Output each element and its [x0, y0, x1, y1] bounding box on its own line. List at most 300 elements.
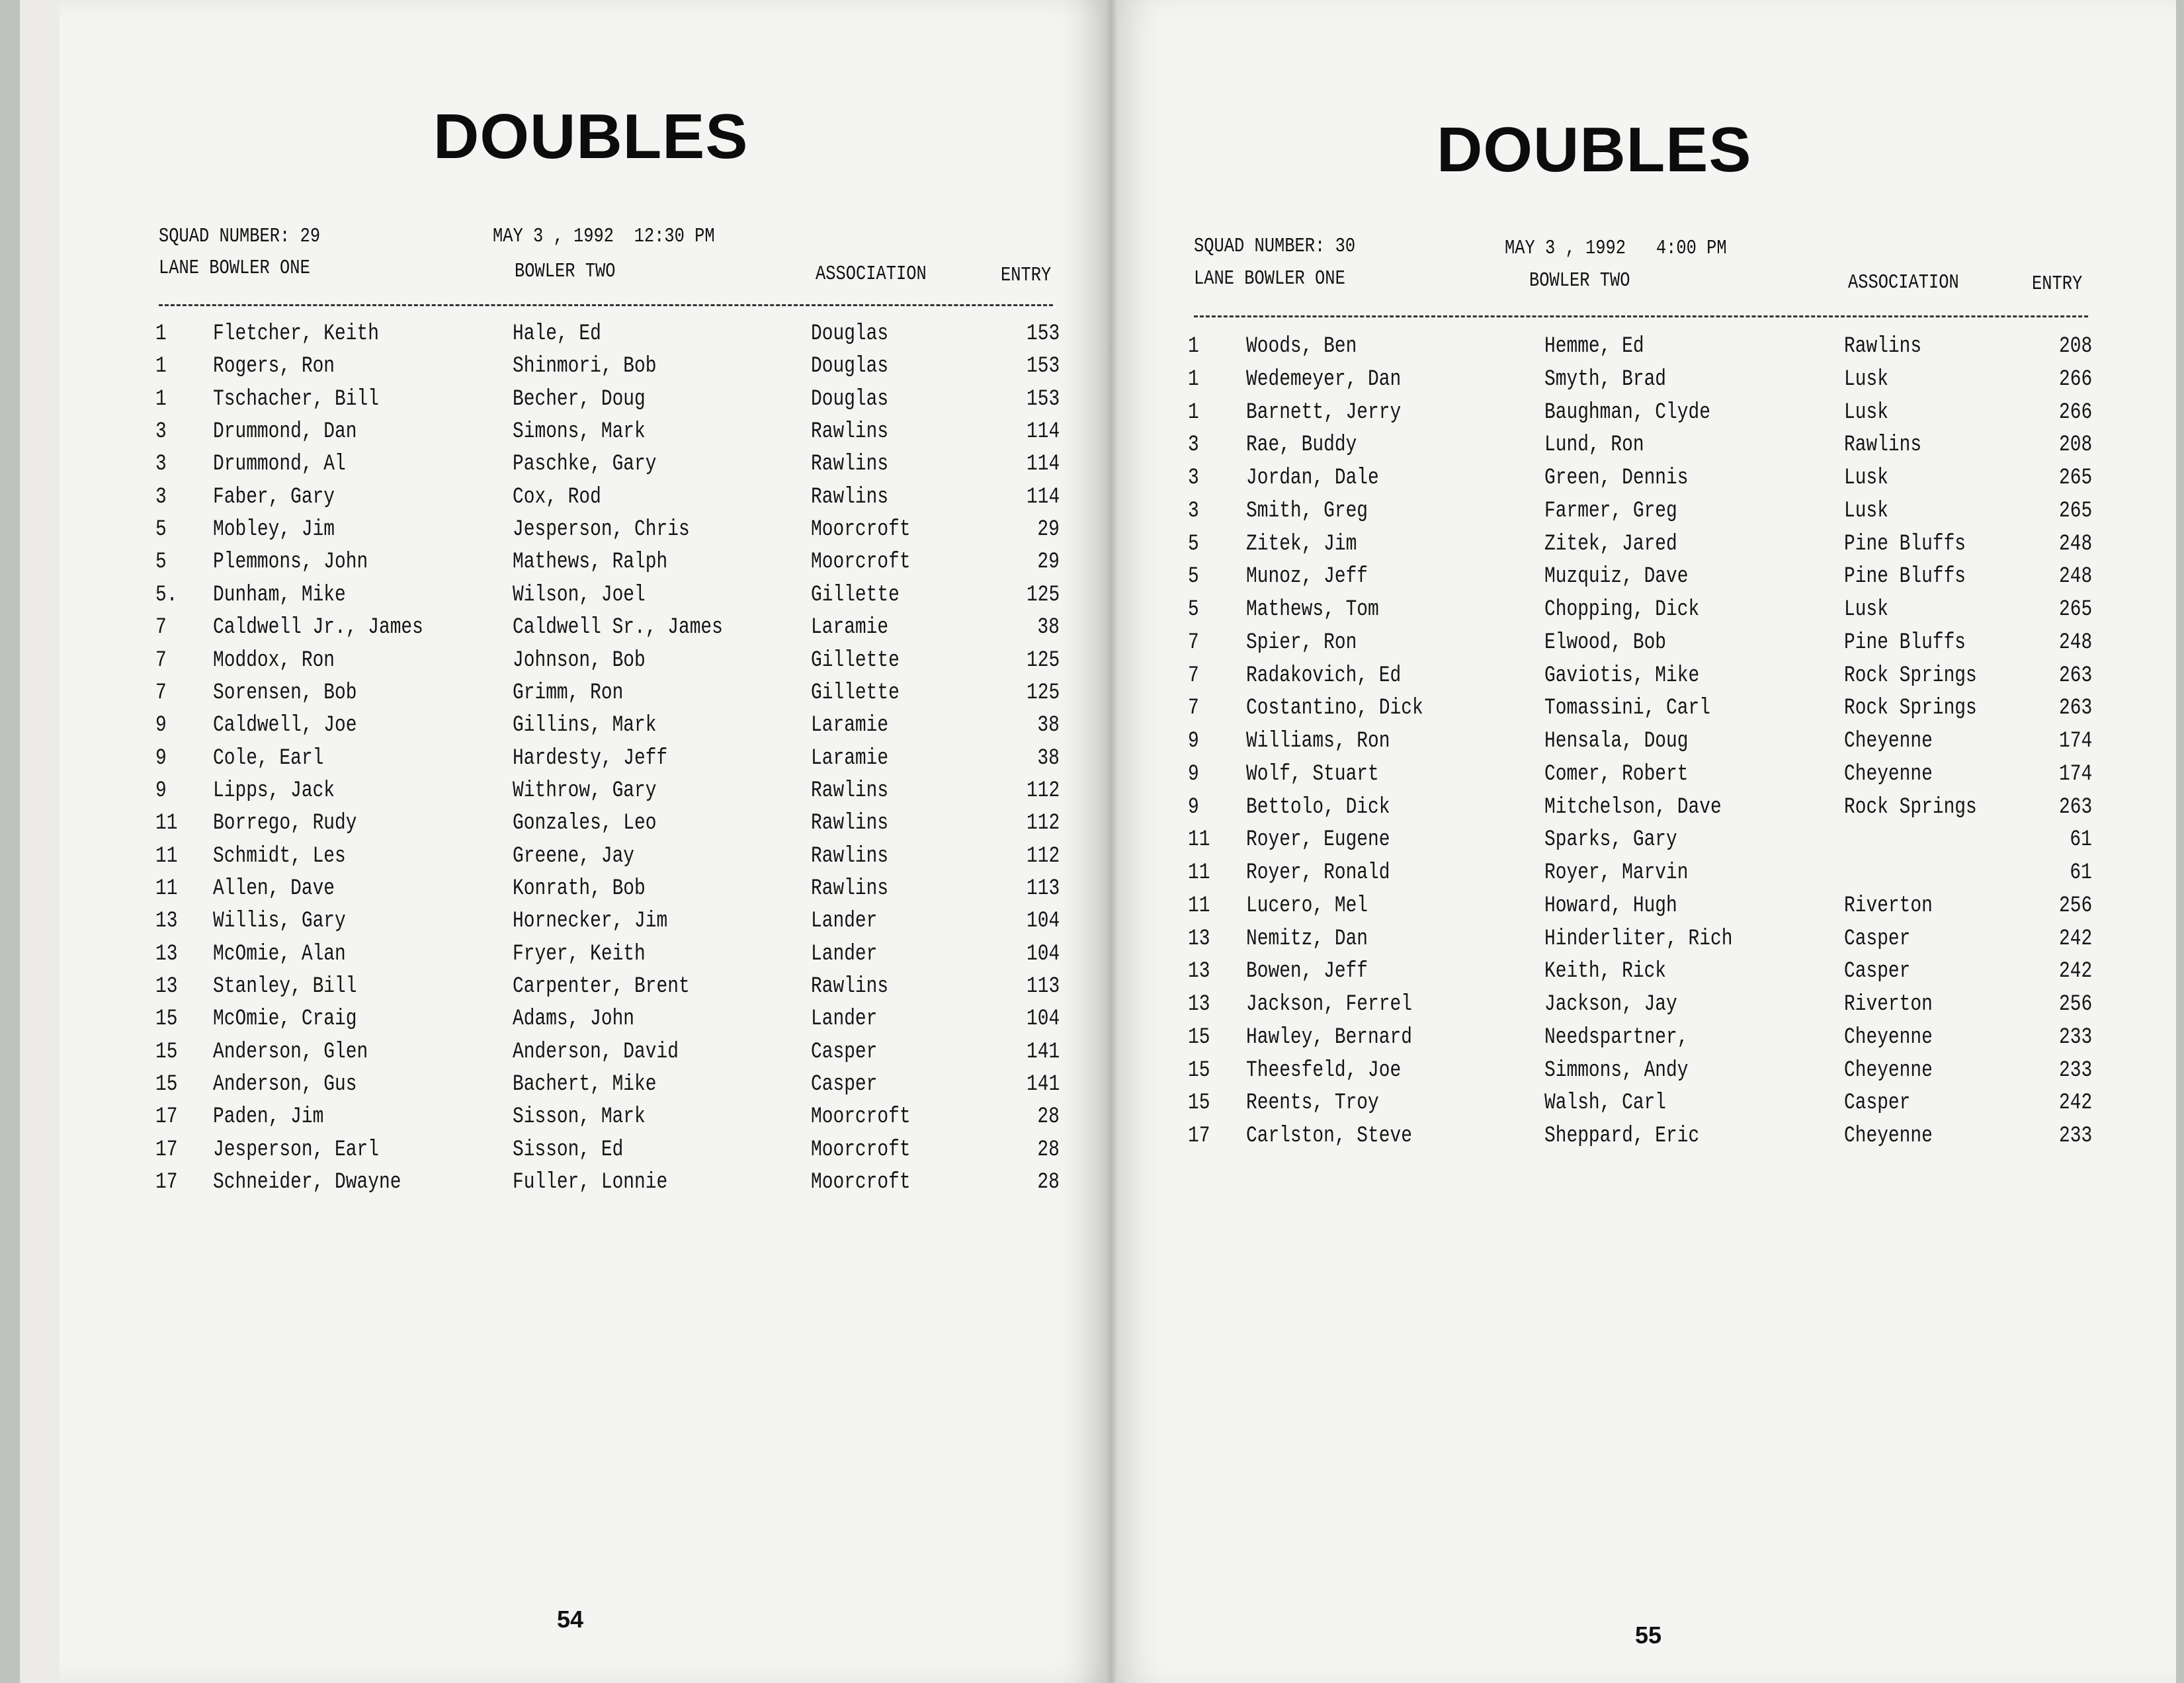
- association-name: Lusk: [1844, 366, 1888, 392]
- table-row: [60, 419, 1105, 452]
- table-row: [60, 452, 1105, 484]
- bowler-one-name: Bowen, Jeff: [1246, 959, 1368, 985]
- entry-number: 263: [2058, 794, 2092, 820]
- entry-number: 174: [2058, 729, 2092, 754]
- entry-number: 266: [2058, 399, 2092, 425]
- lane-number: 3: [155, 419, 167, 445]
- squad-date-time: MAY 3 , 1992 4:00 PM: [1505, 237, 1727, 260]
- page-title: DOUBLES: [1437, 114, 1752, 185]
- entry-number: 125: [1026, 647, 1060, 673]
- page-number: 55: [1635, 1621, 1662, 1649]
- entry-number: 263: [2058, 663, 2092, 688]
- lane-number: 7: [1188, 663, 1199, 688]
- bowler-one-name: Radakovich, Ed: [1246, 663, 1402, 688]
- bowler-one-name: Willis, Gary: [213, 909, 346, 934]
- entry-number: 113: [1026, 974, 1060, 999]
- entry-number: 208: [2058, 334, 2092, 359]
- table-row: [60, 844, 1105, 876]
- page-number: 54: [557, 1606, 584, 1633]
- table-row: [60, 1170, 1105, 1202]
- entry-number: 248: [2058, 630, 2092, 655]
- association-name: Casper: [1844, 926, 1911, 952]
- association-name: Pine Bluffs: [1844, 531, 1966, 557]
- bowler-two-name: Paschke, Gary: [513, 452, 657, 477]
- association-name: Cheyenne: [1844, 1057, 1933, 1083]
- table-row: [1118, 334, 2176, 366]
- table-row: [1118, 367, 2176, 399]
- bowler-one-name: Jackson, Ferrel: [1246, 992, 1412, 1017]
- lane-number: 9: [1188, 729, 1199, 754]
- entry-number: 38: [1037, 713, 1060, 739]
- table-row: [1118, 1058, 2176, 1090]
- entry-number: 28: [1037, 1170, 1060, 1196]
- bowler-two-name: Hornecker, Jim: [513, 909, 668, 934]
- bowler-one-name: Zitek, Jim: [1246, 531, 1357, 557]
- entry-number: 61: [2070, 860, 2092, 885]
- entry-number: 248: [2058, 564, 2092, 590]
- association-name: Pine Bluffs: [1844, 630, 1966, 655]
- lane-number: 3: [155, 484, 167, 510]
- bowler-one-name: Royer, Eugene: [1246, 827, 1390, 853]
- squad-number: SQUAD NUMBER: 30: [1194, 235, 1356, 258]
- bowler-one-name: Anderson, Gus: [213, 1072, 357, 1098]
- bowler-two-name: Gaviotis, Mike: [1544, 663, 1700, 688]
- lane-number: 5: [1188, 564, 1199, 590]
- lane-number: 15: [1188, 1057, 1210, 1083]
- table-row: [1118, 860, 2176, 893]
- association-name: Moorcroft: [811, 550, 911, 575]
- table-row: [1118, 696, 2176, 728]
- entry-number: 125: [1026, 680, 1060, 706]
- lane-number: 15: [1188, 1090, 1210, 1116]
- entry-number: 112: [1026, 843, 1060, 869]
- bowler-one-name: Borrego, Rudy: [213, 811, 357, 837]
- lane-number: 1: [155, 354, 167, 380]
- table-row: [60, 1040, 1105, 1072]
- squad-date-time: MAY 3 , 1992 12:30 PM: [493, 225, 715, 248]
- lane-number: 11: [155, 811, 178, 837]
- bowler-one-name: Mobley, Jim: [213, 517, 335, 543]
- bowler-two-name: Walsh, Carl: [1544, 1090, 1667, 1116]
- association-name: Gillette: [811, 582, 900, 608]
- lane-number: 15: [155, 1039, 178, 1065]
- bowler-two-name: Comer, Robert: [1544, 761, 1689, 787]
- lane-number: 15: [155, 1006, 178, 1032]
- bowler-one-name: Woods, Ben: [1246, 334, 1357, 359]
- association-name: Rawlins: [811, 843, 889, 869]
- bowler-two-name: Keith, Rick: [1544, 959, 1667, 985]
- table-row: [60, 974, 1105, 1006]
- entry-number: 233: [2058, 1124, 2092, 1149]
- bowler-two-name: Greene, Jay: [513, 843, 635, 869]
- lane-number: 15: [155, 1072, 178, 1098]
- lane-number: 1: [1188, 334, 1199, 359]
- entry-number: 28: [1037, 1104, 1060, 1130]
- association-name: Cheyenne: [1844, 729, 1933, 754]
- entry-number: 265: [2058, 466, 2092, 491]
- bowler-one-name: Faber, Gary: [213, 484, 335, 510]
- association-name: Casper: [1844, 959, 1911, 985]
- bowler-two-name: Chopping, Dick: [1544, 597, 1700, 622]
- table-row: [60, 485, 1105, 517]
- bowler-two-name: Fryer, Keith: [513, 941, 646, 967]
- lane-number: 1: [155, 321, 167, 347]
- lane-number: 15: [1188, 1024, 1210, 1050]
- entry-number: 248: [2058, 531, 2092, 557]
- entry-number: 114: [1026, 484, 1060, 510]
- bowler-two-name: Fuller, Lonnie: [513, 1170, 668, 1196]
- lane-number: 13: [155, 941, 178, 967]
- lane-number: 17: [155, 1104, 178, 1130]
- table-row: [60, 876, 1105, 909]
- table-row: [60, 615, 1105, 647]
- bowler-two-name: Zitek, Jared: [1544, 531, 1677, 557]
- association-name: Rock Springs: [1844, 696, 1977, 721]
- bowler-two-name: Hensala, Doug: [1544, 729, 1689, 754]
- bowler-two-name: Withrow, Gary: [513, 778, 657, 803]
- lane-number: 1: [155, 386, 167, 412]
- lane-number: 13: [1188, 926, 1210, 952]
- bowler-two-name: Sparks, Gary: [1544, 827, 1677, 853]
- association-name: Rawlins: [811, 452, 889, 477]
- association-name: Cheyenne: [1844, 761, 1933, 787]
- table-row: [60, 648, 1105, 680]
- bowler-one-name: Moddox, Ron: [213, 647, 335, 673]
- lane-number: 9: [155, 745, 167, 771]
- bowler-two-name: Royer, Marvin: [1544, 860, 1689, 885]
- association-name: Douglas: [811, 321, 889, 347]
- entry-number: 28: [1037, 1137, 1060, 1163]
- lane-number: 17: [155, 1137, 178, 1163]
- bowler-two-name: Wilson, Joel: [513, 582, 646, 608]
- entry-number: 265: [2058, 498, 2092, 524]
- association-name: Douglas: [811, 354, 889, 380]
- bowler-two-name: Muzquiz, Dave: [1544, 564, 1689, 590]
- bowler-one-name: Barnett, Jerry: [1246, 399, 1402, 425]
- bowler-one-name: Wolf, Stuart: [1246, 761, 1379, 787]
- lane-number: 7: [155, 680, 167, 706]
- bowler-two-name: Elwood, Bob: [1544, 630, 1667, 655]
- association-name: Rawlins: [811, 876, 889, 901]
- lane-number: 11: [155, 843, 178, 869]
- table-row: [1118, 466, 2176, 498]
- table-row: [60, 713, 1105, 745]
- bowler-two-name: Farmer, Greg: [1544, 498, 1677, 524]
- bowler-one-name: Sorensen, Bob: [213, 680, 357, 706]
- bowler-two-name: Smyth, Brad: [1544, 366, 1667, 392]
- header-divider: [159, 304, 1053, 306]
- association-name: Rawlins: [811, 811, 889, 837]
- column-lane-bowler-one: LANE BOWLER ONE: [1194, 267, 1345, 290]
- table-row: [1118, 400, 2176, 432]
- bowler-one-name: McOmie, Alan: [213, 941, 346, 967]
- entry-number: 104: [1026, 1006, 1060, 1032]
- table-row: [1118, 795, 2176, 827]
- table-row: [1118, 663, 2176, 696]
- bowler-two-name: Caldwell Sr., James: [513, 615, 723, 641]
- bowler-one-name: Rae, Buddy: [1246, 432, 1357, 458]
- entry-number: 266: [2058, 366, 2092, 392]
- table-row: [60, 778, 1105, 811]
- entry-number: 174: [2058, 761, 2092, 787]
- book-gutter: [1105, 0, 1118, 1683]
- lane-number: 9: [1188, 761, 1199, 787]
- lane-number: 3: [155, 452, 167, 477]
- bowler-two-name: Sheppard, Eric: [1544, 1124, 1700, 1149]
- lane-number: 5: [1188, 531, 1199, 557]
- table-row: [60, 680, 1105, 713]
- header-divider: [1194, 315, 2088, 317]
- bowler-two-name: Becher, Doug: [513, 386, 646, 412]
- lane-number: 5: [155, 550, 167, 575]
- column-lane-bowler-one: LANE BOWLER ONE: [159, 257, 310, 280]
- table-row: [1118, 564, 2176, 596]
- table-row: [60, 909, 1105, 941]
- association-name: Moorcroft: [811, 1170, 911, 1196]
- lane-number: 13: [155, 909, 178, 934]
- association-name: Moorcroft: [811, 1104, 911, 1130]
- bowler-one-name: Lipps, Jack: [213, 778, 335, 803]
- bowler-one-name: Nemitz, Dan: [1246, 926, 1368, 952]
- table-row: [1118, 432, 2176, 465]
- table-row: [1118, 499, 2176, 531]
- entry-number: 141: [1026, 1072, 1060, 1098]
- bowler-two-name: Hardesty, Jeff: [513, 745, 668, 771]
- column-bowler-two: BOWLER TWO: [1529, 269, 1630, 292]
- table-row: [60, 1072, 1105, 1104]
- bowler-one-name: Caldwell Jr., James: [213, 615, 423, 641]
- column-association: ASSOCIATION: [816, 263, 927, 286]
- bowler-one-name: Plemmons, John: [213, 550, 368, 575]
- entry-number: 114: [1026, 419, 1060, 445]
- association-name: Laramie: [811, 713, 889, 739]
- bowler-two-name: Lund, Ron: [1544, 432, 1644, 458]
- bowler-two-name: Howard, Hugh: [1544, 893, 1677, 919]
- association-name: Rawlins: [811, 974, 889, 999]
- bowler-two-name: Hale, Ed: [513, 321, 601, 347]
- entry-number: 112: [1026, 778, 1060, 803]
- table-row: [1118, 959, 2176, 991]
- association-name: Laramie: [811, 745, 889, 771]
- association-name: Rawlins: [1844, 334, 1922, 359]
- association-name: Riverton: [1844, 992, 1933, 1017]
- entry-number: 29: [1037, 517, 1060, 543]
- association-name: Rawlins: [811, 419, 889, 445]
- entry-number: 114: [1026, 452, 1060, 477]
- association-name: Laramie: [811, 615, 889, 641]
- bowler-two-name: Jesperson, Chris: [513, 517, 690, 543]
- table-row: [60, 583, 1105, 615]
- table-row: [1118, 1090, 2176, 1123]
- table-row: [1118, 827, 2176, 860]
- bowler-one-name: Costantino, Dick: [1246, 696, 1423, 721]
- bowler-one-name: Paden, Jim: [213, 1104, 324, 1130]
- bowler-two-name: Sisson, Ed: [513, 1137, 624, 1163]
- bowler-two-name: Hinderliter, Rich: [1544, 926, 1733, 952]
- bowler-one-name: Caldwell, Joe: [213, 713, 357, 739]
- entry-number: 113: [1026, 876, 1060, 901]
- association-name: Lusk: [1844, 498, 1888, 524]
- table-row: [60, 942, 1105, 974]
- association-name: Pine Bluffs: [1844, 564, 1966, 590]
- entry-number: 29: [1037, 550, 1060, 575]
- table-row: [1118, 893, 2176, 926]
- association-name: Moorcroft: [811, 517, 911, 543]
- bowler-two-name: Konrath, Bob: [513, 876, 646, 901]
- lane-number: 5: [155, 517, 167, 543]
- association-name: Lander: [811, 1006, 878, 1032]
- table-row: [1118, 762, 2176, 794]
- bowler-one-name: Drummond, Al: [213, 452, 346, 477]
- lane-number: 1: [1188, 366, 1199, 392]
- table-row: [1118, 729, 2176, 761]
- association-name: Cheyenne: [1844, 1124, 1933, 1149]
- lane-number: 7: [1188, 630, 1199, 655]
- bowler-one-name: Jordan, Dale: [1246, 466, 1379, 491]
- table-row: [1118, 597, 2176, 630]
- bowler-two-name: Mathews, Ralph: [513, 550, 668, 575]
- lane-number: 3: [1188, 432, 1199, 458]
- entry-number: 233: [2058, 1057, 2092, 1083]
- lane-number: 7: [1188, 696, 1199, 721]
- table-row: [60, 1006, 1105, 1039]
- column-entry: ENTRY: [2032, 272, 2083, 296]
- bowler-one-name: Wedemeyer, Dan: [1246, 366, 1402, 392]
- bowler-one-name: Tschacher, Bill: [213, 386, 379, 412]
- lane-number: 7: [155, 615, 167, 641]
- bowler-two-name: Cox, Rod: [513, 484, 601, 510]
- entry-number: 208: [2058, 432, 2092, 458]
- bowler-one-name: Rogers, Ron: [213, 354, 335, 380]
- bowler-one-name: Reents, Troy: [1246, 1090, 1379, 1116]
- entry-number: 256: [2058, 992, 2092, 1017]
- association-name: Lander: [811, 941, 878, 967]
- lane-number: 13: [1188, 959, 1210, 985]
- table-row: [60, 746, 1105, 778]
- bowler-two-name: Hemme, Ed: [1544, 334, 1644, 359]
- bowler-two-name: Tomassini, Carl: [1544, 696, 1710, 721]
- lane-number: 11: [1188, 827, 1210, 853]
- entry-number: 61: [2070, 827, 2092, 853]
- table-row: [60, 517, 1105, 550]
- bowler-two-name: Anderson, David: [513, 1039, 679, 1065]
- lane-number: 11: [155, 876, 178, 901]
- entry-number: 242: [2058, 1090, 2092, 1116]
- entry-number: 104: [1026, 941, 1060, 967]
- association-name: Gillette: [811, 647, 900, 673]
- bowler-one-name: Schneider, Dwayne: [213, 1170, 401, 1196]
- bowler-one-name: Smith, Greg: [1246, 498, 1368, 524]
- entry-number: 104: [1026, 909, 1060, 934]
- lane-number: 1: [1188, 399, 1199, 425]
- entry-number: 242: [2058, 959, 2092, 985]
- bowler-two-name: Mitchelson, Dave: [1544, 794, 1722, 820]
- bowler-two-name: Grimm, Ron: [513, 680, 624, 706]
- bowler-one-name: Theesfeld, Joe: [1246, 1057, 1402, 1083]
- lane-number: 3: [1188, 498, 1199, 524]
- association-name: Casper: [811, 1072, 878, 1098]
- association-name: Rock Springs: [1844, 663, 1977, 688]
- column-association: ASSOCIATION: [1848, 271, 1959, 294]
- entry-number: 153: [1026, 321, 1060, 347]
- table-row: [1118, 1025, 2176, 1057]
- entry-number: 263: [2058, 696, 2092, 721]
- association-name: Rawlins: [811, 484, 889, 510]
- entry-number: 233: [2058, 1024, 2092, 1050]
- bowler-two-name: Carpenter, Brent: [513, 974, 690, 999]
- bowler-two-name: Jackson, Jay: [1544, 992, 1677, 1017]
- table-row: [60, 550, 1105, 582]
- entry-number: 125: [1026, 582, 1060, 608]
- lane-number: 7: [155, 647, 167, 673]
- association-name: Casper: [1844, 1090, 1911, 1116]
- entry-number: 256: [2058, 893, 2092, 919]
- bowler-two-name: Gonzales, Leo: [513, 811, 657, 837]
- bowler-two-name: Needspartner,: [1544, 1024, 1689, 1050]
- lane-number: 9: [1188, 794, 1199, 820]
- bowler-one-name: Drummond, Dan: [213, 419, 357, 445]
- lane-number: 13: [155, 974, 178, 999]
- association-name: Moorcroft: [811, 1137, 911, 1163]
- table-row: [1118, 1124, 2176, 1156]
- association-name: Lusk: [1844, 597, 1888, 622]
- bowler-one-name: Cole, Earl: [213, 745, 324, 771]
- bowler-one-name: Bettolo, Dick: [1246, 794, 1390, 820]
- lane-number: 17: [1188, 1124, 1210, 1149]
- lane-number: 13: [1188, 992, 1210, 1017]
- bowler-two-name: Baughman, Clyde: [1544, 399, 1710, 425]
- table-row: [60, 1137, 1105, 1170]
- column-entry: ENTRY: [1001, 264, 1052, 287]
- association-name: Lander: [811, 909, 878, 934]
- association-name: Rawlins: [1844, 432, 1922, 458]
- bowler-one-name: Jesperson, Earl: [213, 1137, 379, 1163]
- bowler-one-name: McOmie, Craig: [213, 1006, 357, 1032]
- bowler-one-name: Royer, Ronald: [1246, 860, 1390, 885]
- association-name: Gillette: [811, 680, 900, 706]
- entry-number: 38: [1037, 745, 1060, 771]
- table-row: [1118, 630, 2176, 663]
- bowler-one-name: Allen, Dave: [213, 876, 335, 901]
- bowler-one-name: Hawley, Bernard: [1246, 1024, 1412, 1050]
- table-row: [60, 811, 1105, 843]
- entry-number: 153: [1026, 386, 1060, 412]
- bowler-two-name: Johnson, Bob: [513, 647, 646, 673]
- left-page: [60, 0, 1105, 1683]
- bowler-two-name: Simmons, Andy: [1544, 1057, 1689, 1083]
- bowler-one-name: Lucero, Mel: [1246, 893, 1368, 919]
- table-row: [1118, 532, 2176, 564]
- table-row: [1118, 992, 2176, 1024]
- lane-number: 17: [155, 1170, 178, 1196]
- bowler-two-name: Adams, John: [513, 1006, 635, 1032]
- entry-number: 141: [1026, 1039, 1060, 1065]
- lane-number: 5.: [155, 582, 178, 608]
- bowler-one-name: Munoz, Jeff: [1246, 564, 1368, 590]
- entry-number: 242: [2058, 926, 2092, 952]
- lane-number: 3: [1188, 466, 1199, 491]
- lane-number: 5: [1188, 597, 1199, 622]
- right-page: [1118, 0, 2176, 1683]
- table-row: [60, 354, 1105, 386]
- page-title: DOUBLES: [433, 101, 749, 172]
- entry-number: 153: [1026, 354, 1060, 380]
- table-row: [60, 387, 1105, 419]
- bowler-two-name: Shinmori, Bob: [513, 354, 657, 380]
- bowler-one-name: Fletcher, Keith: [213, 321, 379, 347]
- association-name: Rawlins: [811, 778, 889, 803]
- entry-number: 112: [1026, 811, 1060, 837]
